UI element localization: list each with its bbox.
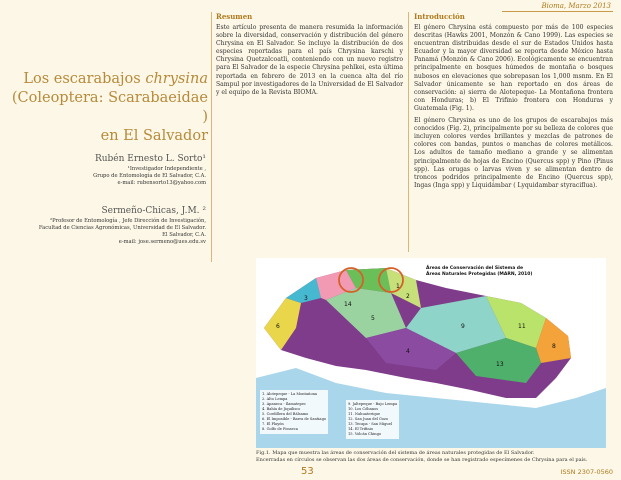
author-block-2 bbox=[8, 206, 206, 246]
author-block-1 bbox=[8, 154, 206, 187]
svg-text:1: 1 bbox=[396, 283, 400, 290]
author-name: Rubén Ernesto L. Sorto¹ bbox=[94, 154, 206, 164]
caption-line-2: Encerradas en círculos se observan las dos áreas de conservación, donde se han registrado especímenes de Chrysina para el país. bbox=[256, 457, 588, 463]
intro-paragraph-1: El género Chrysina está compuesto por más de 100 especies descritas (Hawks 2001, Monzón & Cano 1999). Las especies se encuentran distribuidas desde el sur de Estados Unidos hasta Ecuador y la mayor diversidad se reporta desde México hasta Panamá (Monzón & Cano 2006). Ecológicamente se encuentran principalmente en bosques húmedos de montaña o bosques nubosos en elevaciones que sobrepasan los 1,000 msnm. En El Salvador únicamente se han reportado en dos áreas de conservación: a) sierra de Alotepeque- La Montañona frontera con Honduras; b) El Trifinio frontera con Honduras y Guatemala (Fig. 1). bbox=[414, 24, 613, 112]
map-legend-left: 1. Alotepeque - La Montañona 2. Alto Lempa 3. Apaneca - Ilamatepec 4. Bahía de Jiquilisco 5. Cordillera del Bálsamo 6. El Imposible - Barra de Santiago 7. El Playón 8. Golfo de Fonseca bbox=[260, 390, 328, 434]
author-name: Sermeño-Chicas, J.M. ² bbox=[101, 206, 206, 216]
journal-header: Bioma, Marzo 2013 bbox=[502, 2, 614, 12]
figure-caption bbox=[256, 450, 606, 464]
author-affiliation: Facultad de Ciencias Agronómicas, Universidad de El Salvador. bbox=[38, 225, 206, 231]
article-title: Los escarabajos chrysina (Coleoptera: Scarabaeidae ) en El Salvador bbox=[11, 71, 208, 144]
column-divider-left bbox=[211, 12, 212, 262]
resumen-heading: Resumen bbox=[216, 12, 253, 21]
introduccion-text bbox=[414, 24, 613, 190]
svg-text:9: 9 bbox=[461, 323, 465, 330]
caption-line-1: Fig.1. Mapa que muestra las áreas de conservación del sistema de áreas naturales protegidas de El Salvador. bbox=[256, 450, 535, 456]
svg-text:11: 11 bbox=[518, 323, 526, 330]
introduccion-heading: Introducción bbox=[414, 12, 465, 21]
author-affiliation: Grupo de Entomología de El Salvador, C.A. bbox=[93, 173, 206, 179]
conservation-map-figure bbox=[256, 258, 606, 448]
svg-text:5: 5 bbox=[371, 315, 375, 322]
introduccion-section bbox=[414, 12, 613, 194]
map-title: Áreas de Conservación del Sistema de Áreas Naturales Protegidas (MARN, 2010) bbox=[426, 266, 533, 277]
intro-paragraph-2: El género Chrysina es uno de los grupos de escarabajos más conocidos (Fig. 2), principalmente por su belleza de colores que incluyen colores verdes brillantes y mezclas de patrones de colores con bandas, puntos o manchas de colores metálicos. Los adultos de tamaño mediano a grande y se alimentan principalmente de hojas de Encino (Quercus spp) y Pino (Pinus spp). Las orugas o larvas viven y se alimentan dentro de troncos podridos principalmente de Encino (Quercus spp), Ingas (Inga spp) y Liquidámbar ( Lyquidambar styraciflua). bbox=[414, 117, 613, 189]
svg-text:6: 6 bbox=[276, 323, 280, 330]
svg-text:8: 8 bbox=[552, 343, 556, 350]
author-email: e-mail: rubensorto13@yahoo.com bbox=[117, 180, 206, 186]
author-affiliation: El Salvador, C.A. bbox=[162, 232, 206, 238]
resumen-text: Este artículo presenta de manera resumida la información sobre la diversidad, conservación y distribución del género Chrysina en El Salvador. Se incluye la distribución de dos especies reportadas para el país Chrysina karschi y Chrysina Quetzalcoatli, conteniendo con un nuevo registro para El Salvador de la especie Chrysina pehlkei, esta última reportada en febrero de 2013 en la cuenca alta del río Sampul por investigadores de la Universidad de El Salvador y el equipo de la Revista BIOMA. bbox=[216, 24, 403, 96]
page-number: 53 bbox=[301, 466, 314, 477]
author-affiliation: ¹Investigador Independiente , bbox=[127, 166, 206, 172]
svg-text:14: 14 bbox=[344, 301, 352, 308]
svg-text:4: 4 bbox=[406, 348, 410, 355]
issn-label: ISSN 2307-0560 bbox=[560, 468, 613, 476]
resumen-section bbox=[216, 12, 403, 101]
author-affiliation: ²Profesor de Entomología , Jefe Dirección de Investigación, bbox=[50, 218, 206, 224]
svg-text:13: 13 bbox=[496, 361, 504, 368]
svg-text:2: 2 bbox=[406, 293, 410, 300]
column-divider-right bbox=[408, 12, 409, 252]
map-legend-right: 9. Jaltepeque - Bajo Lempa 10. Los Cóbanos 11. Nahuaterique 12. San Juan del Gozo 13. Tecapa - San Miguel 14. El Trifinio 15. Volcán Chingo bbox=[346, 400, 399, 439]
svg-text:3: 3 bbox=[304, 295, 308, 302]
author-email: e-mail: jose.sermeno@ues.edu.sv bbox=[118, 239, 206, 245]
